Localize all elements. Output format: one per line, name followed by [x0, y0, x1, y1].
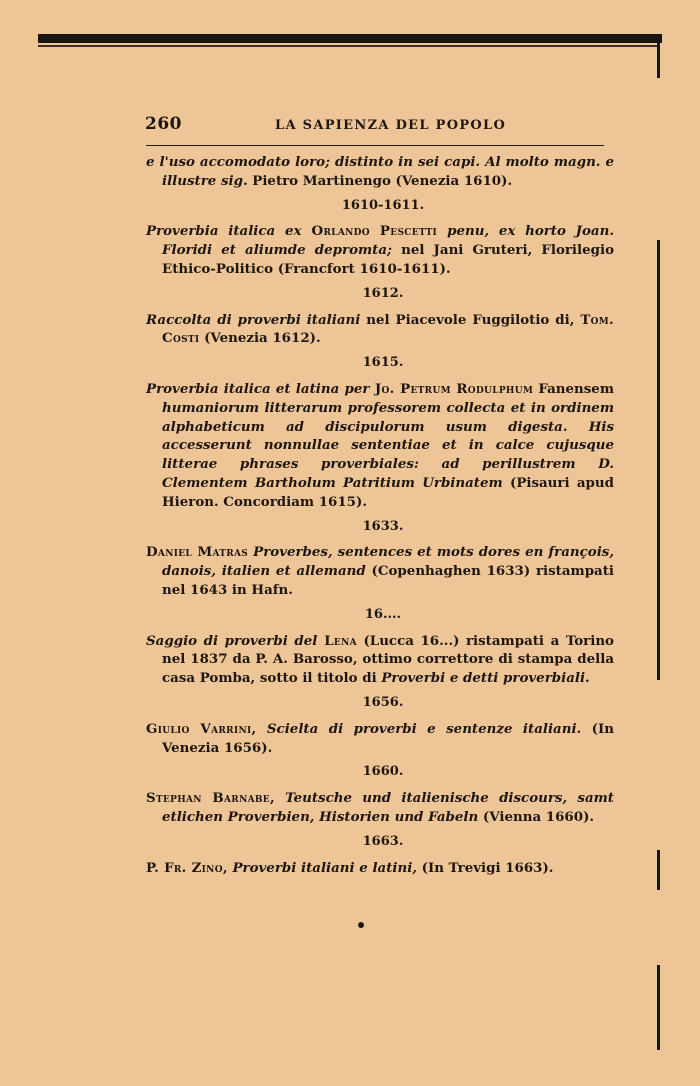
year-heading: 1612. — [362, 285, 404, 301]
italic-title: Proverbia italica et latina per — [146, 380, 370, 397]
author-name: Jo. Petrum Rodulphum — [369, 380, 534, 397]
top-border-bar — [38, 34, 662, 43]
italic-title: e l'uso accomodato loro; distinto in sei capi. Al molto magn. e illustre sig. — [146, 154, 614, 189]
page-number: 260 — [145, 114, 182, 134]
page-edge-mark — [657, 240, 660, 680]
entry-text: (Pisauri apud Hieron. Concordiam 1615). — [162, 474, 614, 510]
bibliography-entry — [146, 789, 614, 827]
italic-title: Proverbi italiani e latini, — [227, 859, 417, 876]
bibliography-entry — [146, 859, 614, 878]
entry-text: nel Jani Gruteri, Florilegio Ethico-Politico (Francfort 1610-1611). — [162, 242, 614, 277]
entry-text: Pietro Martinengo (Venezia 1610). — [247, 172, 513, 189]
italic-title: humaniorum litterarum professorem collecta et in ordinem alphabeticum ad discipulorum usum digesta. His accesserunt nonnullae sententiae et in calce cujusque litterae phrases proverbiales: ad perillustrem D. Clementem Bartholum Patritium Urbinatem — [162, 399, 614, 491]
italic-title: Raccolta di proverbi italiani — [146, 311, 361, 328]
italic-title: Scielta di proverbi e sentenze italiani. — [256, 720, 582, 737]
year-heading: 1656. — [362, 694, 404, 710]
bibliography-body — [146, 153, 614, 877]
italic-title: Teutsche und italienische discours, samt etlichen Proverbien, Historien und Fabeln — [162, 790, 614, 825]
year-heading: 1615. — [362, 355, 404, 371]
italic-title: Saggio di proverbi del — [146, 632, 318, 649]
italic-title: Proverbi e detti proverbiali. — [381, 670, 590, 687]
author-name: Daniel Matras — [146, 544, 249, 561]
year-heading: 16.... — [364, 606, 402, 622]
year-heading: 1610-1611. — [341, 197, 425, 213]
entry-text: (Venezia 1612). — [199, 330, 321, 347]
page-edge-mark — [657, 850, 660, 890]
author-name: Stephan Barnabe, — [146, 790, 275, 807]
author-name: Giulio Varrini, — [146, 720, 257, 737]
header-rule — [146, 145, 604, 146]
italic-title: penu, ex horto Joan. Floridi et aliumde depromta; — [162, 223, 614, 259]
entry-text: nel Piacevole Fuggilotio di, — [360, 311, 581, 328]
author-name: Orlando Pescetti — [301, 223, 448, 240]
entry-text: (In Venezia 1656). — [162, 720, 614, 756]
top-border-thin-line — [38, 45, 658, 47]
page-edge-mark — [657, 965, 660, 1050]
bibliography-entry — [146, 311, 614, 349]
entry-text: (In Trevigi 1663). — [416, 859, 554, 876]
year-heading: 1660. — [362, 764, 404, 780]
page-edge-mark — [657, 40, 660, 78]
italic-title: Proverbia italica ex — [146, 223, 302, 240]
italic-title: Proverbes, sentences et mots dores en françois, danois, italien et allemand — [162, 544, 614, 580]
page-dot-mark — [358, 922, 364, 928]
entry-text: (Lucca 16...) ristampati a Torino nel 1837 da P. A. Barosso, ottimo correttore di stampa della casa Pomba, sotto il titolo di — [162, 632, 614, 687]
bibliography-entry — [146, 543, 614, 599]
year-heading: 1663. — [362, 833, 404, 849]
bibliography-entry — [146, 380, 614, 512]
year-heading: 1633. — [362, 518, 404, 534]
bibliography-entry — [146, 222, 614, 278]
continued-entry — [146, 153, 614, 191]
author-name: Lena — [317, 632, 357, 649]
entry-text: (Copenhaghen 1633) ristampati nel 1643 in Hafn. — [162, 563, 614, 598]
bibliography-entry — [146, 720, 614, 758]
bibliography-entry — [146, 632, 614, 688]
author-name: P. Fr. Zino, — [146, 859, 228, 876]
author-name: Tom. Costi — [162, 311, 614, 347]
entry-text: Fanensem — [533, 380, 614, 397]
entry-text: (Vienna 1660). — [478, 808, 595, 825]
running-title: LA SAPIENZA DEL POPOLO — [275, 118, 507, 133]
